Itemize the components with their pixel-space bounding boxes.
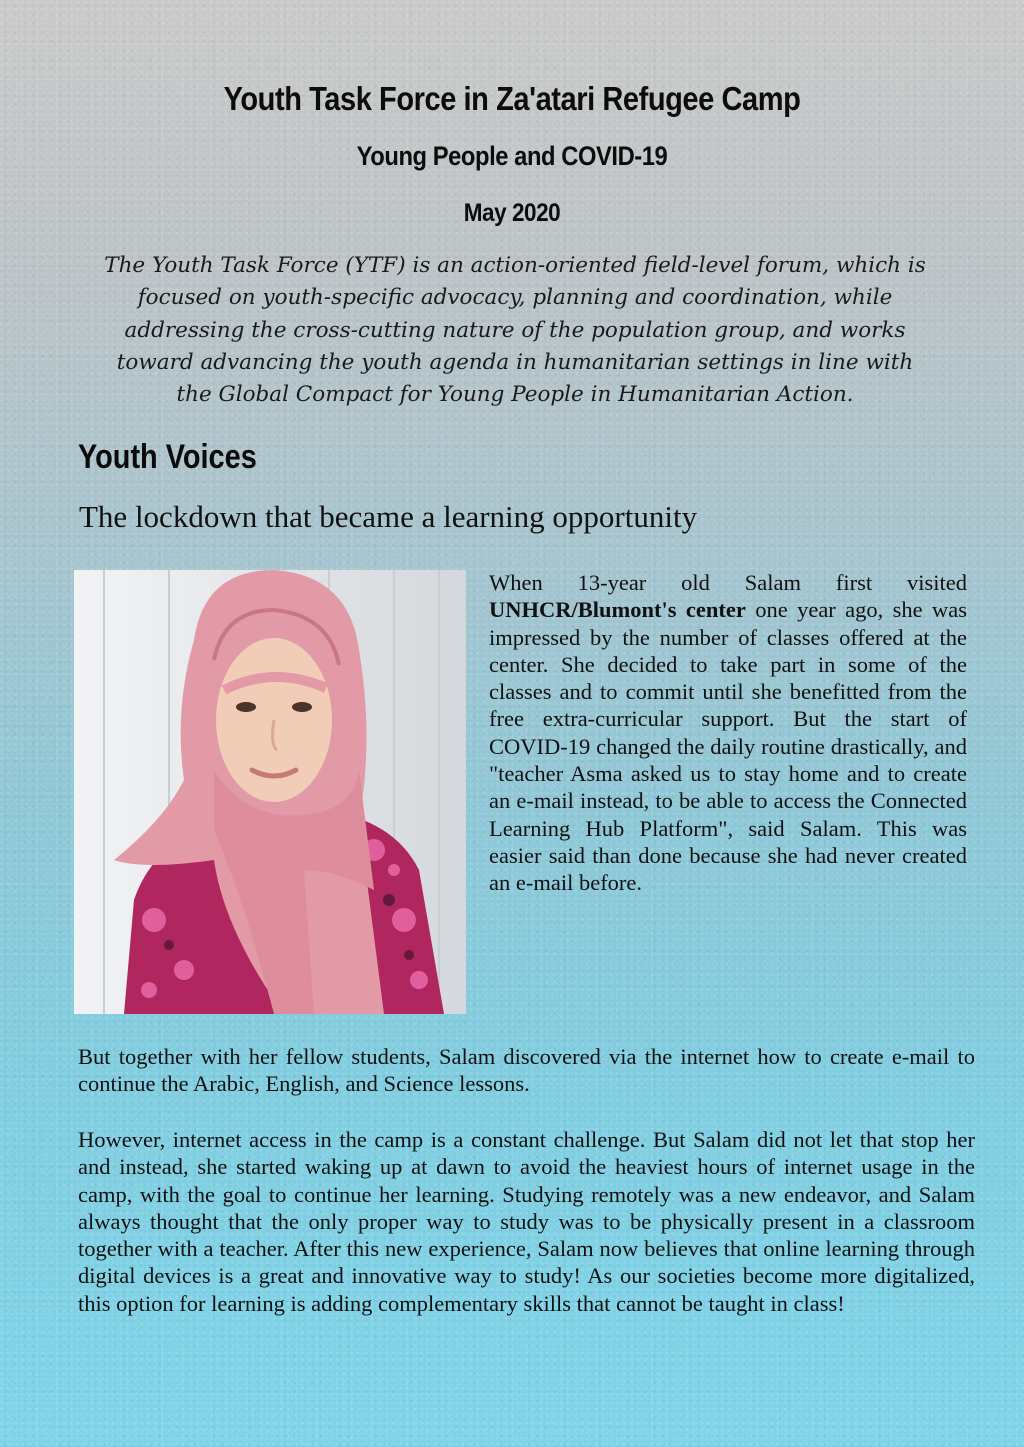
story-paragraph-1: But together with her fellow students, Salam discovered via the internet how to create e-mail to continue the Arabic, English, and Science lessons.	[78, 1044, 975, 1097]
organization-name: UNHCR/Blumont's center	[489, 597, 746, 623]
story-side-lead: When 13-year old Salam first visited	[489, 570, 967, 595]
page-title: Youth Task Force in Za'atari Refugee Camp	[223, 80, 801, 117]
story-side-rest: one year ago, she was impressed by the number of classes offered at the center. She decided to take part in some of the classes and to commit until she benefitted from the free extra-curricular support. But the start of COVID-19 changed the daily routine drastically, and "teacher Asma asked us to stay home and to create an e-mail instead, to be able to access the Connected Learning Hub Platform", said Salam. This was easier said than done because she had never created an e-mail before.	[489, 597, 967, 896]
section-heading: Youth Voices	[78, 438, 257, 476]
page-subtitle: Young People and COVID-19	[356, 141, 668, 171]
story-side-paragraph	[489, 569, 967, 897]
portrait-photo	[74, 570, 466, 1014]
story-title: The lockdown that became a learning opportunity	[79, 499, 698, 534]
story-paragraph-2: However, internet access in the camp is a constant challenge. But Salam did not let that stop her and instead, she started waking up at dawn to avoid the heaviest hours of internet usage in the camp, with the goal to continue her learning. Studying remotely was a new endeavor, and Salam always thought that the only proper way to study was to be physically present in a classroom together with a teacher. After this new experience, Salam now believes that online learning through digital devices is a great and innovative way to study! As our societies become more digitalized, this option for learning is adding complementary skills that cannot be taught in class!	[78, 1127, 975, 1316]
intro-paragraph: The Youth Task Force (YTF) is an action-oriented field-level forum, which is focused on youth-specific advocacy, planning and coordination, while addressing the cross-cutting nature of the population group, and works toward advancing the youth agenda in humanitarian settings in line with the Global Compact for Young People in Humanitarian Action.	[104, 253, 926, 408]
portrait-illustration	[74, 570, 466, 1014]
publication-date: May 2020	[463, 199, 561, 227]
